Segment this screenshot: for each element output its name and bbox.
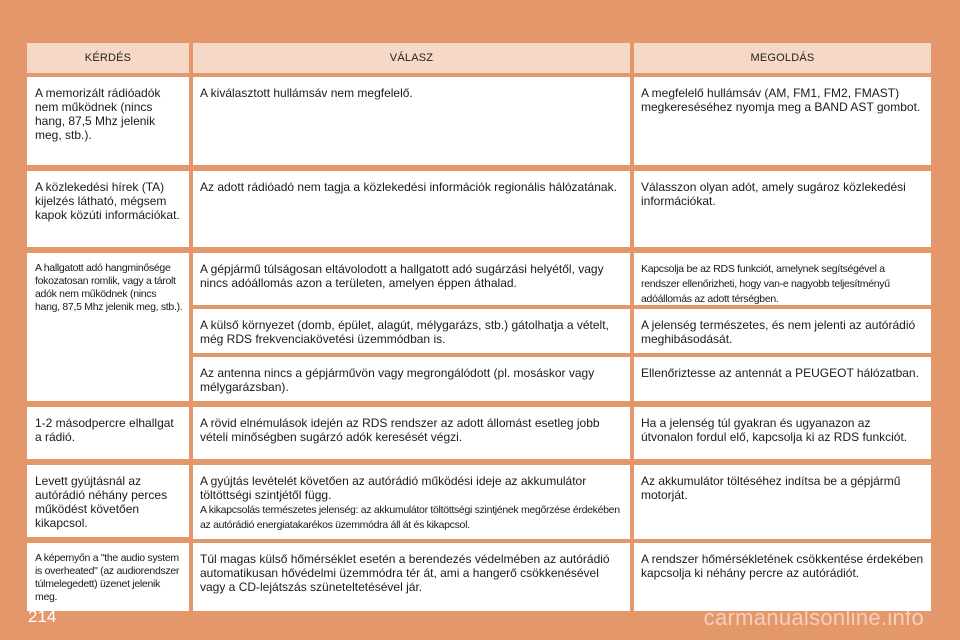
watermark: carmanualsonline.info (703, 605, 924, 630)
solution-cell: Ellenőriztesse az antennát a PEUGEOT hálózatban. (634, 357, 931, 401)
answer-note: A kikapcsolás természetes jelenség: az akkumulátor töltöttségi szintjének megőrzése érdekében az autórádió energiatakarékos üzemmódra áll át és kikapcsol. (200, 504, 620, 531)
header-answer: VÁLASZ (193, 43, 630, 73)
solution-cell: A rendszer hőmérsékletének csökkentése érdekében kapcsolja ki néhány percre az autórádiót. (634, 543, 931, 611)
header-question: KÉRDÉS (27, 43, 189, 73)
answer-cell (193, 465, 630, 539)
question-cell: Levett gyújtásnál az autórádió néhány perces működést követően kikapcsol. (27, 465, 189, 537)
question-cell: 1-2 másodpercre elhallgat a rádió. (27, 407, 189, 459)
answer-text: A gyújtás levételét követően az autórádió működési ideje az akkumulátor töltöttségi szintjétől függ. (200, 474, 587, 502)
table-row (27, 407, 931, 459)
answer-cell: A külső környezet (domb, épület, alagút, mélygarázs, stb.) gátolhatja a vételt, még RDS frekvenciakövetési üzemmódban is. (193, 309, 630, 353)
header-solution: MEGOLDÁS (634, 43, 931, 73)
answer-cell: Az antenna nincs a gépjárművön vagy megrongálódott (pl. mosáskor vagy mélygarázsban). (193, 357, 630, 401)
solution-cell: Az akkumulátor töltéséhez indítsa be a gépjármű motorját. (634, 465, 931, 539)
solution-cell: Válasszon olyan adót, amely sugároz közlekedési információkat. (634, 171, 931, 247)
solution-cell: Ha a jelenség túl gyakran és ugyanazon az útvonalon fordul elő, kapcsolja ki az RDS funkciót. (634, 407, 931, 459)
question-cell: A képernyőn a "the audio system is overheated" (az audiorendszer túlmelegedett) üzenet jelenik meg. (27, 543, 189, 611)
answer-cell: Túl magas külső hőmérséklet esetén a berendezés védelmében az autórádió automatikusan hővédelmi üzemmódra tér át, ami a hangerő csökkenésével vagy a CD-lejátszás szüneteltetésével jár. (193, 543, 630, 611)
answer-cell: A rövid elnémulások idején az RDS rendszer az adott állomást esetleg jobb vételi minőségben sugárzó adók keresését végzi. (193, 407, 630, 459)
table-row (27, 253, 931, 401)
table-row (27, 77, 931, 165)
page-number: 214 (28, 607, 57, 626)
solution-cell: Kapcsolja be az RDS funkciót, amelynek segítségével a rendszer ellenőrizheti, hogy van-e nagyobb teljesítményű adóállomás az adott térségben. (634, 253, 931, 305)
question-cell: A közlekedési hírek (TA) kijelzés látható, mégsem kapok közúti információkat. (27, 171, 189, 247)
answer-cell: Az adott rádióadó nem tagja a közlekedési információk regionális hálózatának. (193, 171, 630, 247)
answer-cell: A gépjármű túlságosan eltávolodott a hallgatott adó sugárzási helyétől, vagy nincs adóállomás azon a területen, amelyen éppen áthalad. (193, 253, 630, 305)
troubleshooting-table (27, 43, 931, 611)
question-cell: A memorizált rádióadók nem működnek (nincs hang, 87,5 Mhz jelenik meg, stb.). (27, 77, 189, 165)
table-row (27, 465, 931, 537)
table-header (27, 43, 931, 73)
table-row (27, 543, 931, 611)
solution-cell: A jelenség természetes, és nem jelenti az autórádió meghibásodását. (634, 309, 931, 353)
answer-cell: A kiválasztott hullámsáv nem megfelelő. (193, 77, 630, 165)
solution-cell: A megfelelő hullámsáv (AM, FM1, FM2, FMAST) megkereséséhez nyomja meg a BAND AST gombot. (634, 77, 931, 165)
table-row (27, 171, 931, 247)
question-cell: A hallgatott adó hangminősége fokozatosan romlik, vagy a tárolt adók nem működnek (nincs hang, 87,5 Mhz jelenik meg, stb.). (27, 253, 189, 401)
